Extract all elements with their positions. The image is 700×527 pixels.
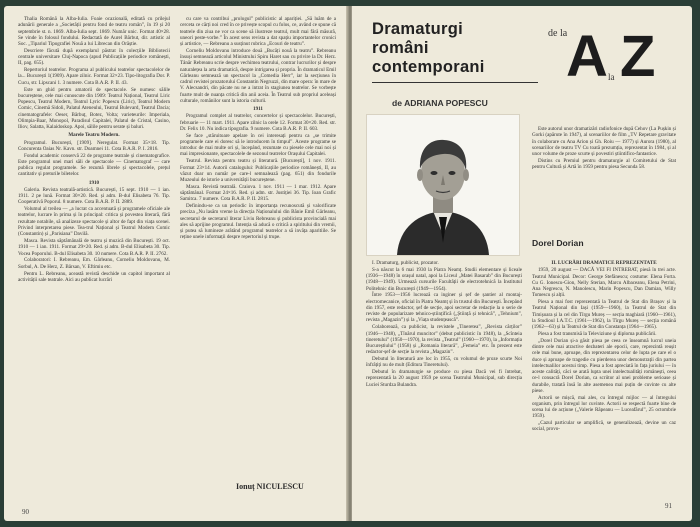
paragraph: „Dorel Dorian și-a găsit piesa pe ceea ce înseamnă lucrul uneia dintre cele mai atractive dezbateri ale epocii, care, reprezintă reușit cele mai bune, aproape, din reprezentarea celor de lupta pe care el o duce și aproape de tragedie cu pierderea unor demonstrații din partea intelectualilor acestui timp. Piesa a fost apreciată în fața juriului — în aceste calități, căci se arată lupta unei intelectualități românești, ceea ce-l consacră Dorel Dorian, ca scriitor al unei probleme serioase și durabile, tratată însă în alte asemenea mai puțin de cuvinte cu alte piese. — [532, 337, 676, 394]
author-portrait — [366, 114, 520, 256]
paragraph: „Cazul particular se amplifică, se generalizează, devine un caz social, provo- — [532, 420, 676, 433]
paragraph: Debutul în literatură are loc în 1955, cu volumul de proze scurte Noi înfrățiți nu de mult (Editura Tineretului). — [366, 356, 522, 369]
paragraph: Pentru L. Rebreanu, această revistă deschide un capitol important al activității sale teatrale. Aici au publicat lucrări — [18, 270, 170, 283]
paragraph: Masca. Revistă teatrală. Craiova. 1 nov. 1911 — 1 mar. 1912. Apare săptămânal. Format 24×16. Red. și adm. str. Justiției 36. Tip. Ioan Grafic Samitca. 7 numere. Cota B.A.R. P. II. 2815. — [180, 183, 336, 203]
paragraph: Debutul în dramaturgie se produce cu piesa Dacă vei fi întrebat, reprezentată la 20 august 1959 pe scena Teatrului Municipal, sub direcția Luciei Sturdza Bulandra. — [366, 369, 522, 388]
title-rule — [372, 82, 538, 83]
paragraph: cu care va contribui „prologul” publicistic al apariției. „Să luăm de a cerceta ce cărți noi cred în ce privește scopul cu folos, ce, având ce spune că teatrele din ziua ne vor ca scene să ilustreze teatrul, mult mai fără măsură, uneori peste-vorbe.” În acest sens revista a dat spațiu importantelor cronici și artistice, — Rebreanu a susținut rubrica „Ecouri de teatru”. — [180, 16, 336, 47]
right-column-top — [532, 126, 676, 230]
series-logo-a-to-z — [548, 24, 668, 106]
left-page — [4, 6, 348, 521]
paragraph: Este autorul unor dramatizări radiofonice după Cehov (La Pușkin și Gorki (apărute în 1947), al scenariilor de film „TV Repetare gravitate în colaborare cu Ana Arion și Gh. Roiu — 1977) și Aurora (1980), al scenariilor de teatru TV Cu toată prezumția, reprezentat în 1984, și al unor volume de proze scurte și povestiri știintifico-fantastice. — [532, 126, 676, 157]
series-mid: la — [608, 72, 615, 82]
paragraph: Piesa a fost transmisă la Televiziune și diploma publicării. — [538, 330, 657, 337]
paragraph: Programul complet al teatrelor, concertelor și spectacolelor. București, februarie — 11 mart. 1911. Apare zilnic la orele 12. Format 30×20. Red. str. Dr. Felix 10. Nu indica tipografia. 9 numere. Cota B.A.R. P. II. 603. — [180, 113, 336, 132]
left-column-1 — [18, 16, 170, 494]
paragraph: Actorii se mișcă, mai ales, cu întregul mijloc — al întregului organism, prin întregul lor cuvinte. Actorii se respectă foarte bine de scena lui de acțiune („Valerie Răpeanu — Luceafărul”, 25 octombrie 1959). — [532, 394, 676, 420]
portrait-image — [367, 115, 519, 255]
paragraph: Între 1953—1956 lucrează ca inginer și șef de șantier al montaj-electromecanice, oficial în Piatra Neamț și în trustul din București. Începând din 1957, este redactor, șef de secție, apoi secretar de redacție la o serie de reviste de popularizare tehnico-științifică („Știință și tehnică”, „Tehnium”, revista „Magazin”) și la „Viața studențească”. — [366, 292, 522, 324]
right-column-bottom — [532, 258, 676, 498]
page-number-left: 90 — [22, 508, 29, 516]
paragraph: Colaboratori: I. Rebreanu, Em. Gârleanu, Corneliu Moldovanu, M. Sorbul, A. De Herz, Z. Bârsan, V. Eftimiu etc. — [18, 257, 170, 270]
paragraph: Se face „stăruitoare apelare în cei interesați pentru ca „se trimite programele care ei doresc să le introducem în timpul”. Aceste programe se introduc de mai multe ori și, începând, rezumate cu piesele cele mai noi și mai impresionante, spectacolele de sezonul teatrelor Orașului Capitalei. — [180, 132, 336, 158]
paragraph: Este un ghid pentru amatorii de spectacole. Se numesc sălile bucureștene, cele mai cunoscute din 1909: Teatrul Național, Teatrul Liric Popescu, Teatrul Modern, Teatrul Lyric Popescu (Liric), Teatrul Modern Comic, Cinemă Sidoli, Palatul Ateneului, Teatrul Bulevard, Teatrul Dacia; cinematografele: Oeser, Bărbuț, Botez, Volta; varieteurile: Imperiala, Olimpia-Baar, Monopol, Paradisul Capitalei, Palatul de Cristal, Casino, Iliov, Salatta, Kalaidoskop. Apoi, sălile pentru serate și baluri. — [18, 86, 170, 131]
paragraph: Definindu-se ca un periodic în importanța recunoscută și valorificate preciza „Nu lasăm vreme la direcția Naționalului din Bănie Emil Gârleanu, secretarul de secretarul literar Liviu Rebreanu și publicista provincială mai ales să aprijine programul. Intenția să aducă o critică a spiritului din vremii, și putea să lumineze arătând programul teatrelor a să invăța aparitiile. Se reține unele informații despre repertoriul și trupe. — [180, 203, 336, 241]
byline: de ADRIANA POPESCU — [392, 98, 488, 108]
paragraph: Masca. Revista săptămânală de teatru și muzică din București. 19 oct. 1910 — 1 ian. 1911. Format 29×20. Red. și adm. B-dul Elisabeta 30. Tip. Vocea Poporului. B-dul Elisabeta 30. 10 numere. Cota B.A.R. P. II. 2762. — [18, 238, 170, 257]
page-number-right: 91 — [665, 502, 672, 510]
series-prefix: de la — [548, 28, 568, 39]
paragraph: Galeria. Revista teatrală-artistică. București, 15 sept. 1910 — 1 ian. 1911. 2 pe lună. Format 30×20. Red. și adm. B-dul Elisabeta 76. Tip. Cooperativă Poporul. 8 numere. Cota B.A.R. P. II. 2889. — [18, 186, 170, 206]
paragraph: Repertoriul teatrelor. Programa al publicului teatrelor spectacolelor de la... București 1(1909). Apare zilnic. Format 32×23. Tipo-litografia Dor. P. Cucu, str. Lipscani 1. 3 numere. Cota B.A.R. P. II. 43. — [18, 67, 170, 86]
section-heading: Marele Teatru Modern. — [68, 132, 120, 139]
series-letter-z: Z — [620, 24, 656, 89]
paragraph: Corneliu Moldovanu introduce două „Bucăți nouă la teatru”. Rebreanu însuși semnează articolul Ministrului Spiru Haret sau cu privire la Dr. Herz. Tânăr Rebreanu scrie despre vechimea teatrului, contrar lucrurilor și despre naturalețea la arta dramatică, despre intrigarea și propria. În dramaticul Emil Gârleanu semnează un spectacol la „Comedia Herr”, iar la secțiunea în cadrul revistei prozatorului Constantin Negruzzi, din mare opera: în mare de V. Alecsandri, din păcate nu ne a intrat în stagiunea teatrelor. Se vorbește foarte mult de nuanța critică din anii aceia. În Teatrul sub propriul aceleași culturale, românilor sunt la istoria culturii. — [180, 47, 336, 104]
paragraph: Volumul al treilea — „a lucrat ca accentuată și programele oficiale ale teatrelor, lucrare în prima și în principal: critica și povestea literară, fără rezultate notabile, să analizeze spectacole și altor de fapt din viața scenei. Privind interpretarea piese. Tea-trul Național și Teatrul Modern Comic (Constantin) și „Parisiana” Davilă. — [18, 206, 170, 238]
series-letter-a: A — [566, 24, 608, 89]
right-column-main — [366, 260, 522, 510]
paragraph: Colaborează, ca publicist, la revistele „Tineretea”, „Revista cărților” (1946—1948), „Tînărul muncitor” (debut publicistic în 1948), la „Scînteia tineretului” (1950—1970), la revista „Teatrul” (1960—1970), la „Informația Bucureștiului” (1958) și „Romania literară”, „Femeia” etc. În prezent este redactor-șef de secție la revista „Magazin”. — [366, 324, 522, 356]
paragraph: Distins cu Premiul pentru dramaturgie al Comitetului de Stat pentru Cultură și Artă în 1959 pentru piesa Secunda 58. — [532, 157, 676, 171]
paragraph: S-a născut la 6 mai 1930 la Piatra Neamț. Studii elementare și liceale (1936—1948) în orașul natal, apoi la Liceul „Matei Basarab” din București (1948—1949). Urmează cursurile Facultății de electrotehnică la Institutul Politehnic din București (1949—1954). — [366, 266, 522, 292]
paragraph: Piesa a mai fost reprezentată la Teatrul de Stat din Brașov și la Teatrul Național din Iași (1959—1960), la Teatrul de Stat din Timișoara și la cel din Tîrgu Mureș — secția maghiară (1960—1961), la Studioul I.A.T.C. (1961—1962), la Tîrgu Mureș — secția română (1962—63) și la Teatrul de Stat din Constanța (1964—1965). — [532, 299, 676, 331]
section-heading: 1910 — [88, 179, 100, 186]
paragraph: Programul. București, [1909]. Neregulat. Format 35×18. Tip. Concurenta Oaias Nr. Kavn. str. Doamnei 11. Cota B.A.R. P. I. 2816. — [18, 139, 170, 152]
paragraph: Thalia Română la Alba-Iulia. Foaie ocazională, editată cu prilejul adunării generale a „Societății pentru fond de teatru român”, în 19 și 20 septembrie st. n. 1869. Alba-Iulia sept. 1869. Număr unic. Format 40×28. Se vinde în folosul fondului. Redactată de Aurel Bărbut, dir. artistic al Soc. „Tipariul Tipografiei Nouă a lui Librecan din Orăștie. — [18, 16, 170, 47]
portrait-caption: Dorel Dorian — [532, 238, 584, 248]
paragraph: Fondul academic conservă 22 de programe teatrale și cinematografice. Este programul unei mari săli de spectacole — Cinematograf — care publica regulat programele. Se rezumă librele și spectacolele, prețul cantitativ și preturile biletelor. — [18, 152, 170, 178]
paragraph: Teatrul. Revista pentru teatru și literatură. [București], 1 nov. 1911. Format 23×14. Autorii catalogului: Publicațiile periodice românești, II, au văzut doar un număr pe care-l semnalează (pag. 651) din fondurile Muzeului de istorie a universității bucureștene. — [180, 158, 336, 184]
section-heading: II. LUCRĂRI DRAMATICE REPREZENTATE — [551, 260, 657, 266]
left-column-2 — [180, 16, 336, 482]
right-page — [352, 6, 692, 521]
article-title — [372, 20, 538, 77]
title-line-1: Dramaturgi — [372, 20, 464, 38]
section-heading: 1911 — [253, 106, 263, 113]
paragraph: I. Dramaturg, publicist, prozator. — [372, 260, 439, 266]
title-line-3: contemporani — [372, 58, 485, 76]
paragraph: 1959, 20 august — DACĂ VEI FI INTREBAT, piesă în trei acte. Teatrul Municipal. Decor: George Stefănescu; costume: Elena Forta. Cu G. Ionescu-Gion, Nelly Sterian, Marcu Albaceanu, Elena Petrini, Ana Negrescu, N. Manolescu, Marin Popescu, Dan Damian, Willy Tomescu și alții. — [532, 267, 676, 299]
author-signature: Ionuț NICULESCU — [236, 482, 304, 491]
paragraph: Descriere făcută după exemplarul păstrat în colecțiile Bibliotecii centrale universitare Cluj-Napoca (apud Publicațiile periodice românești, II, pag. 655). — [18, 47, 170, 67]
title-line-2: români — [372, 39, 429, 57]
